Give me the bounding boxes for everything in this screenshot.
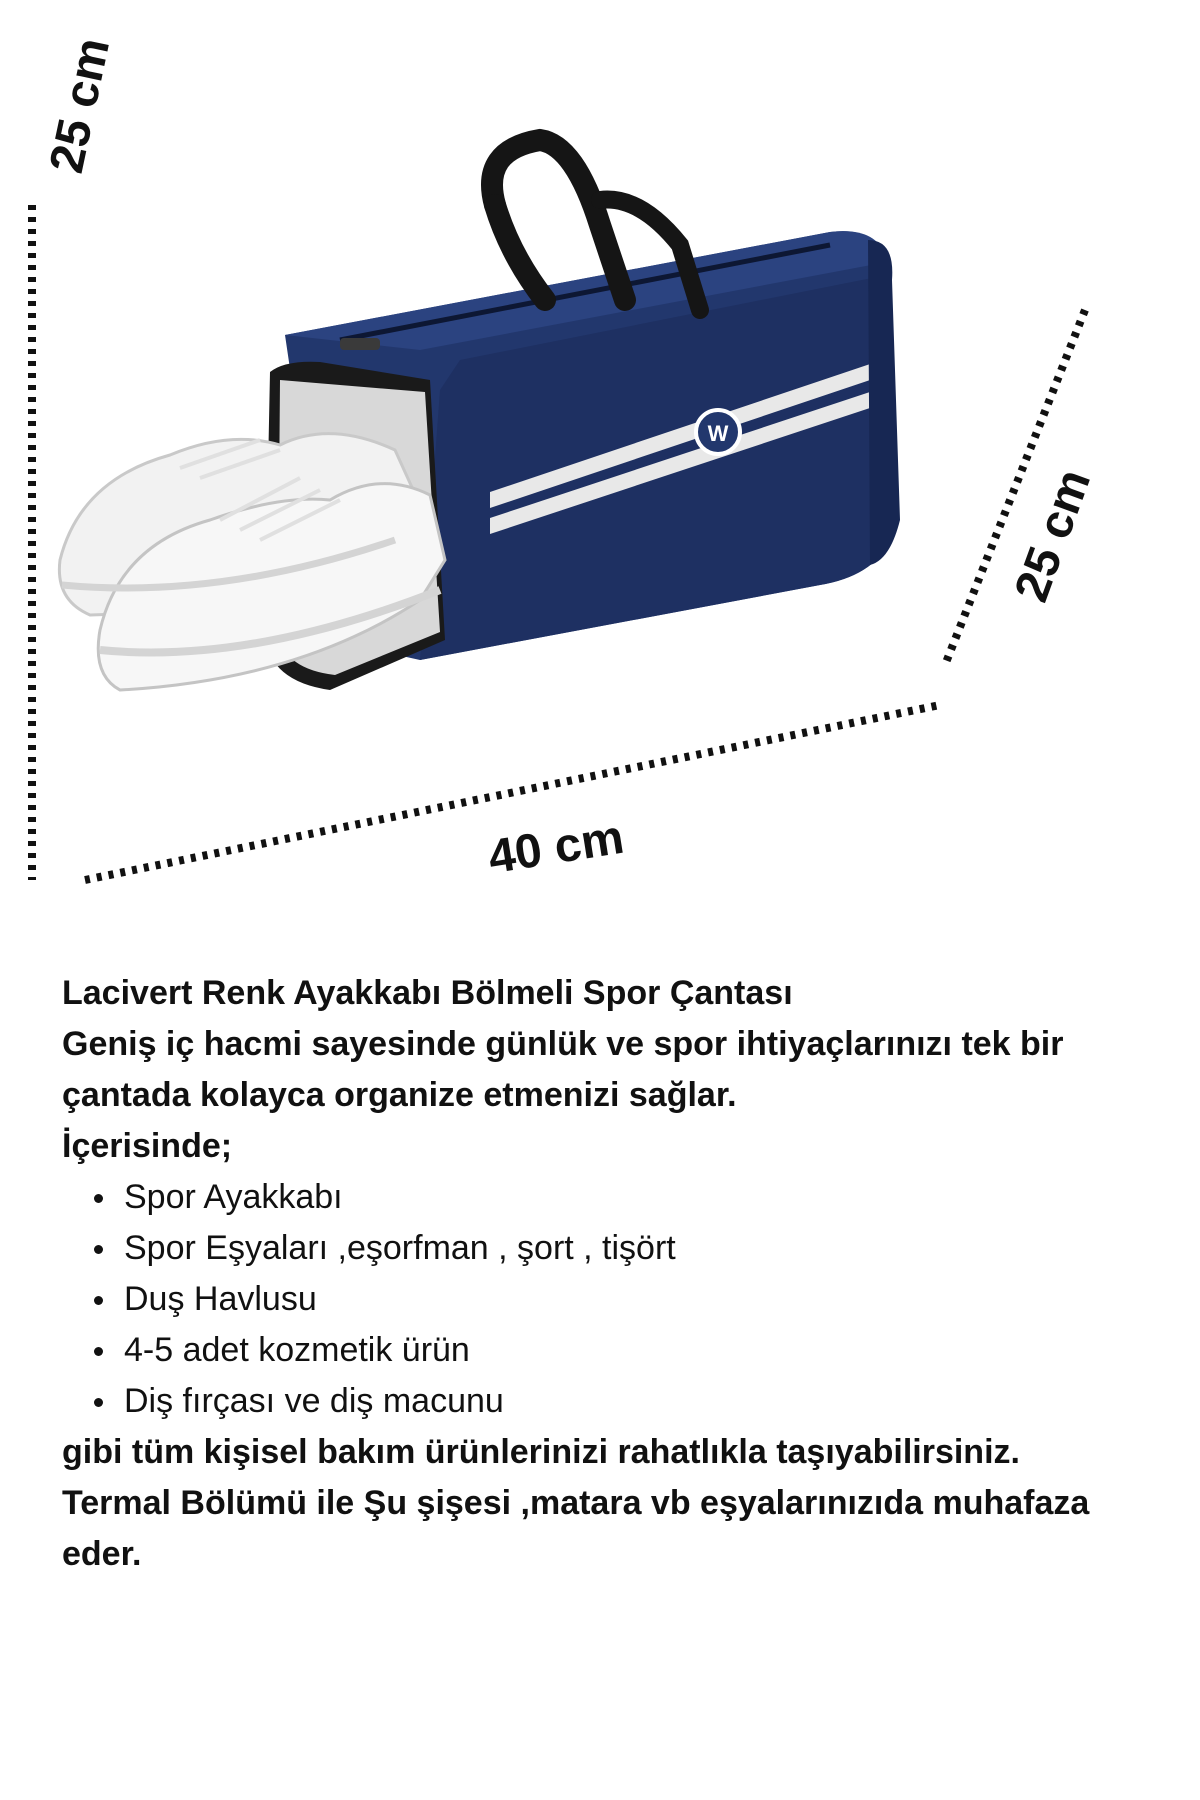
list-item: 4-5 adet kozmetik ürün xyxy=(124,1325,1142,1376)
depth-dimension-label: 25 cm xyxy=(1004,462,1102,609)
thermal-text: Termal Bölümü ile Şu şişesi ,matara vb eşyalarınızıda muhafaza eder. xyxy=(62,1484,1090,1573)
width-dimension-label: 40 cm xyxy=(484,810,628,885)
carry-text: gibi tüm kişisel bakım ürünlerinizi rahatlıkla taşıyabilirsiniz. xyxy=(62,1433,1020,1471)
svg-text:W: W xyxy=(707,421,729,446)
contents-list xyxy=(62,1172,1142,1427)
height-dimension-label: 25 cm xyxy=(39,33,121,178)
contents-heading: İçerisinde; xyxy=(62,1127,233,1165)
product-title: Lacivert Renk Ayakkabı Bölmeli Spor Çantası xyxy=(62,974,793,1012)
list-item: Spor Ayakkabı xyxy=(124,1172,1142,1223)
list-item: Spor Eşyaları ,eşorfman , şort , tişört xyxy=(124,1223,1142,1274)
product-intro: Geniş iç hacmi sayesinde günlük ve spor ihtiyaçlarınızı tek bir çantada kolayca organize etmenizi sağlar. xyxy=(62,1025,1064,1114)
list-item: Diş fırçası ve diş macunu xyxy=(124,1376,1142,1427)
product-description xyxy=(62,968,1142,1580)
list-item: Duş Havlusu xyxy=(124,1274,1142,1325)
